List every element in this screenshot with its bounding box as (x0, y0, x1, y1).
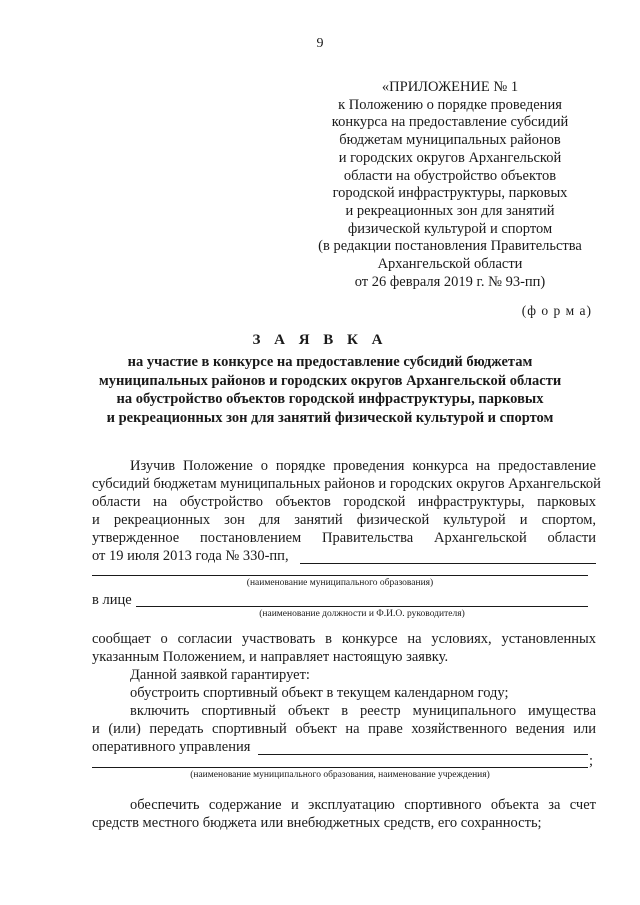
municipality-fill-line-1 (300, 563, 596, 564)
semicolon: ; (589, 753, 594, 769)
document-subtitle (60, 353, 600, 427)
intro-line: субсидий бюджетам муниципальных районов и городских округов Архангельской (92, 476, 601, 492)
guarantee-item: включить спортивный объект в реестр муниципального имущества (130, 703, 596, 719)
guarantee-item: обустроить спортивный объект в текущем календарном году; (130, 685, 509, 701)
appendix-line: области на обустройство объектов (343, 167, 557, 184)
subtitle-line: и рекреационных зон для занятий физической культурой и спортом (106, 409, 554, 426)
intro-last-line: от 19 июля 2013 года № 330-пп, (92, 548, 289, 564)
in-person-label: в лице (92, 592, 132, 608)
guarantee-item: обеспечить содержание и эксплуатацию спортивного объекта за счет (130, 797, 596, 813)
appendix-line: от 26 февраля 2019 г. № 93-пп) (354, 273, 546, 290)
appendix-line: к Положению о порядке проведения (338, 96, 562, 113)
page-number: 9 (316, 36, 324, 51)
appendix-line: конкурса на предоставление субсидий (331, 114, 569, 131)
appendix-line: «ПРИЛОЖЕНИЕ № 1 (381, 79, 519, 95)
appendix-line: и городских округов Архангельской (338, 149, 562, 166)
institution-caption: (наименование муниципального образования, наименование учреждения) (190, 770, 490, 780)
intro-line: утвержденное постановлением Правительства Архангельской области (92, 530, 596, 546)
subtitle-line: муниципальных районов и городских округов Архангельской области (98, 372, 562, 389)
institution-fill-line-1 (258, 754, 588, 755)
appendix-line: физической культурой и спортом (347, 220, 553, 237)
form-label: (ф о р м а) (521, 303, 592, 318)
appendix-line: (в редакции постановления Правительства (318, 238, 582, 255)
subtitle-line: на обустройство объектов городской инфраструктуры, парковых (116, 391, 544, 407)
head-caption: (наименование должности и Ф.И.О. руководителя) (259, 609, 465, 619)
guarantee-item: средств местного бюджета или внебюджетных средств, его сохранность; (92, 815, 542, 831)
municipality-caption: (наименование муниципального образования) (246, 578, 434, 588)
consent-line: сообщает о согласии участвовать в конкурсе на условиях, установленных (92, 631, 596, 647)
document-title: З А Я В К А (252, 332, 388, 348)
guarantee-item: оперативного управления (92, 739, 251, 755)
consent-line: указанным Положением, и направляет настоящую заявку. (92, 649, 449, 665)
appendix-line: городской инфраструктуры, парковых (332, 185, 568, 202)
municipality-fill-line-2 (92, 575, 588, 576)
appendix-line: и рекреационных зон для занятий (345, 202, 555, 219)
guarantee-item: и (или) передать спортивный объект на праве хозяйственного ведения или (92, 721, 596, 737)
intro-line: области на обустройство объектов городской инфраструктуры, парковых (92, 494, 596, 510)
appendix-line: бюджетам муниципальных районов (339, 132, 561, 149)
intro-line: и рекреационных зон для занятий физической культурой и спортом, (92, 512, 596, 528)
intro-line: Изучив Положение о порядке проведения конкурса на предоставление (130, 458, 596, 474)
subtitle-line: на участие в конкурсе на предоставление субсидий бюджетам (127, 354, 533, 370)
institution-fill-line-2 (92, 767, 588, 768)
appendix-block (300, 79, 600, 291)
guarantees-intro: Данной заявкой гарантирует: (130, 667, 310, 683)
appendix-line: Архангельской области (377, 256, 523, 273)
head-fill-line (136, 606, 588, 607)
